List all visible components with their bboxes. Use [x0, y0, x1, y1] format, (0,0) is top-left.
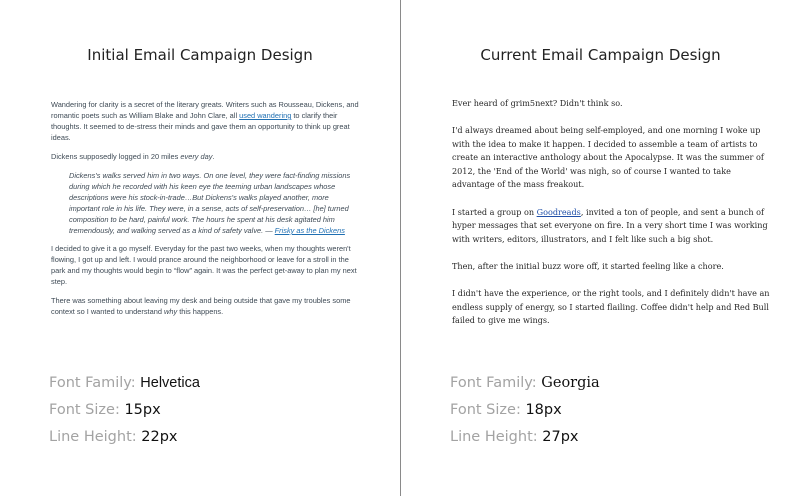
current-paragraph-2: I'd always dreamed about being self-employed, and one morning I woke up with the idea to make it happen. I decided to assemble a team of artists to create an interactive anthology about the Apocalypse. It was the summer of 2012, the 'End of the World' was nigh, so of course I wanted to take advantage of the mass freakout.	[452, 125, 764, 190]
initial-paragraph-4: There was something about leaving my desk and being outside that gave my troubles some context so I wanted to understand why this happens.	[51, 296, 351, 316]
current-paragraph-5: I didn't have the experience, or the right tools, and I definitely didn't have an endless supply of energy, so I started flailing. Coffee didn't help and Red Bull failed to give me wings.	[452, 287, 770, 326]
goodreads-link[interactable]: Goodreads	[536, 206, 581, 217]
line-height-value: 22px	[141, 429, 178, 445]
used-wandering-link[interactable]: used wandering	[239, 111, 292, 120]
font-size-value: 15px	[124, 402, 161, 418]
font-size-spec: Font Size: 18px	[450, 402, 562, 418]
current-sample-text	[452, 97, 772, 341]
font-family-spec: Font Family: Helvetica	[49, 375, 200, 391]
initial-paragraph-1: Wandering for clarity is a secret of the literary greats. Writers such as Rousseau, Dickens, and romantic poets such as William Blake and John Clare, all used wandering to clarify their thoughts. It seemed to de-stress their minds and gave them an opportunity to think up great ideas.	[51, 100, 359, 142]
current-paragraph-4: Then, after the initial buzz wore off, it started feeling like a chore.	[452, 260, 724, 271]
initial-paragraph-2: Dickens supposedly logged in 20 miles every day.	[51, 152, 215, 161]
current-font-specs	[450, 372, 600, 453]
initial-sample-text	[51, 99, 361, 325]
font-family-spec: Font Family: Georgia	[450, 375, 600, 391]
current-design-title: Current Email Campaign Design	[480, 46, 721, 64]
frisky-as-the-dickens-link[interactable]: Frisky as the Dickens	[274, 226, 345, 235]
dickens-quote: Dickens's walks served him in two ways. On one level, they were fact-finding missions during which he recorded with his keen eye the teeming urban landscapes whose descriptions were his stock-in-trade…But Dickens's walks played another, more important role in his life. They were, in a sense, acts of self-preservation… [he] turned composition to be hard, painful work. The hours he spent at his desk agitated him tremendously, and walking served as a kind of safety valve. — Frisky as the Dickens	[69, 171, 351, 235]
font-size-spec: Font Size: 15px	[49, 402, 161, 418]
initial-design-title: Initial Email Campaign Design	[87, 46, 313, 64]
current-design-panel	[401, 0, 800, 496]
font-family-value: Helvetica	[140, 375, 200, 391]
line-height-spec: Line Height: 27px	[450, 429, 579, 445]
current-paragraph-1: Ever heard of grim5next? Didn't think so.	[452, 98, 623, 108]
initial-font-specs	[49, 372, 200, 453]
line-height-value: 27px	[542, 429, 579, 445]
current-paragraph-3: I started a group on Goodreads, invited a ton of people, and sent a bunch of hyper messages that set everyone on fire. In a very short time I was working with writers, editors, illustrators, and I felt like such a big shot.	[452, 206, 768, 244]
font-family-value: Georgia	[541, 375, 600, 391]
initial-paragraph-3: I decided to give it a go myself. Everyday for the past two weeks, when my thoughts weren't flowing, I got up and left. I would prance around the neighborhood or leave for a stroll in the park and my thoughts would begin to “flow” again. It was the perfect get-away to plan my next step.	[51, 244, 357, 286]
font-size-value: 18px	[525, 402, 562, 418]
line-height-spec: Line Height: 22px	[49, 429, 178, 445]
